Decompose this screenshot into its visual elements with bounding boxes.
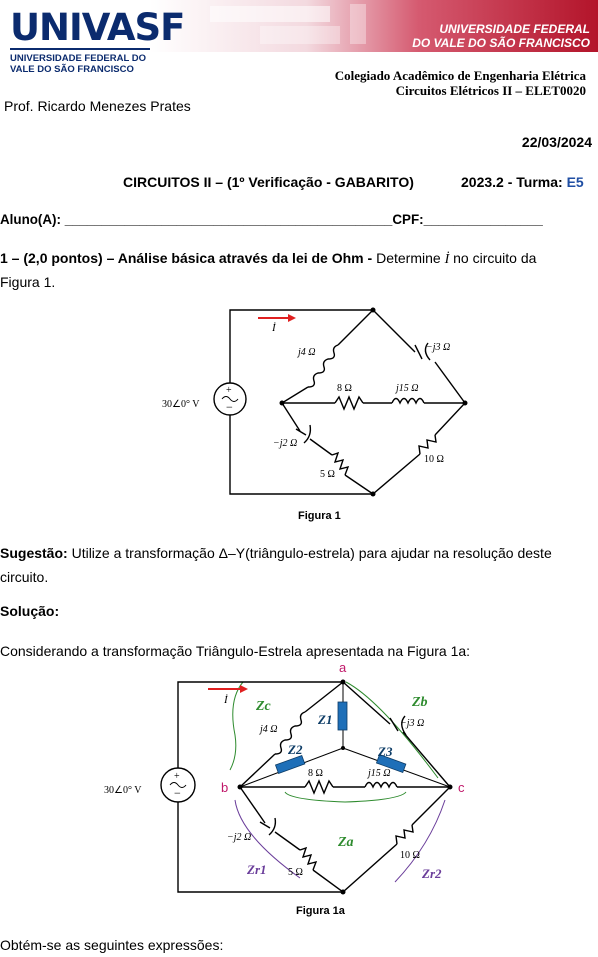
figure1-circuit	[160, 305, 480, 500]
solution-intro: Considerando a transformação Triângulo-Estrela apresentada na Figura 1a:	[0, 643, 471, 659]
course-name: Circuitos Elétricos II – ELET0020	[395, 83, 586, 98]
univasf-logo: UNIVASF	[10, 6, 185, 49]
svg-text:−: −	[226, 400, 233, 414]
node-a: a	[339, 660, 347, 675]
question-heading: 1 – (2,0 pontos) – Análise básica através da lei de Ohm -	[0, 250, 373, 266]
fig1a-label-j2: −j2 Ω	[227, 832, 252, 843]
banner-line2: DO VALE DO SÃO FRANCISCO	[412, 36, 590, 50]
fig1-label-5ohm: 5 Ω	[320, 469, 335, 480]
fig1a-label-8ohm: 8 Ω	[308, 768, 323, 779]
exam-term	[461, 172, 584, 192]
question-text-before: Determine	[376, 250, 441, 266]
logo-sub-line2: VALE DO SÃO FRANCISCO	[10, 64, 134, 75]
label-zr1: Zr1	[247, 862, 267, 877]
logo-sub-line1: UNIVERSIDADE FEDERAL DO	[10, 53, 147, 64]
figure1-caption: Figura 1	[298, 510, 341, 522]
colegiado: Colegiado Acadêmico de Engenharia Elétrica	[334, 68, 586, 83]
fig1-label-j2: −j2 Ω	[273, 438, 298, 449]
label-zb: Zb	[412, 695, 428, 710]
fig1-label-10ohm: 10 Ω	[424, 454, 444, 465]
term-prefix: 2023.2 - Turma:	[461, 174, 563, 190]
current-symbol: İ	[444, 252, 450, 267]
figure1a-circuit	[100, 660, 480, 900]
fig1a-label-j15: j15 Ω	[368, 768, 391, 779]
fig1-label-j4: j4 Ω	[298, 347, 316, 358]
fig1a-label-j4: j4 Ω	[260, 724, 278, 735]
suggestion-text: Utilize a transformação Δ–Y(triângulo-estrela) para ajudar na resolução deste	[71, 545, 552, 561]
fig1a-label-10ohm: 10 Ω	[400, 850, 420, 861]
suggestion-line2: circuito.	[0, 569, 49, 585]
svg-text:+: +	[226, 385, 232, 396]
question-statement	[0, 248, 598, 270]
figure1a-caption: Figura 1a	[296, 905, 345, 917]
svg-text:+: +	[174, 771, 180, 782]
turma: E5	[566, 174, 584, 190]
question-text-after: no circuito da	[453, 250, 537, 266]
fig1-label-j3: −j3 Ω	[426, 342, 451, 353]
label-za: Za	[338, 835, 354, 850]
node-c: c	[458, 780, 465, 795]
node-b: b	[221, 780, 229, 795]
closing-text: Obtém-se as seguintes expressões:	[0, 937, 224, 953]
solution-label: Solução:	[0, 603, 60, 619]
fig1-source-label: 30∠0° V	[162, 399, 200, 410]
department-info	[335, 68, 586, 98]
fig1a-label-5ohm: 5 Ω	[288, 867, 303, 878]
suggestion-label: Sugestão:	[0, 545, 68, 561]
fig1a-current-label: İ	[224, 694, 228, 706]
label-zc: Zc	[256, 699, 271, 714]
fig1a-label-j3: −j3 Ω	[400, 718, 425, 729]
label-zr2: Zr2	[422, 866, 442, 881]
banner-line1: UNIVERSIDADE FEDERAL	[439, 22, 590, 36]
student-line: Aluno(A): ____________________________________________CPF:________________	[0, 212, 543, 227]
fig1a-source-label: 30∠0° V	[104, 785, 142, 796]
label-z2: Z2	[288, 742, 303, 757]
suggestion	[0, 543, 552, 563]
label-z1: Z1	[318, 712, 333, 727]
exam-date: 22/03/2024	[521, 134, 592, 150]
banner-university-name	[412, 22, 590, 50]
question-line2: Figura 1.	[0, 274, 56, 290]
fig1-label-j15: j15 Ω	[396, 383, 419, 394]
svg-text:−: −	[174, 786, 181, 800]
exam-title: CIRCUITOS II – (1º Verificação - GABARITO)	[123, 174, 414, 190]
logo-subtitle	[10, 53, 146, 75]
fig1-label-8ohm: 8 Ω	[337, 383, 352, 394]
label-z3: Z3	[378, 744, 393, 759]
fig1-current-label: İ	[272, 322, 276, 334]
professor-name: Prof. Ricardo Menezes Prates	[4, 98, 191, 114]
